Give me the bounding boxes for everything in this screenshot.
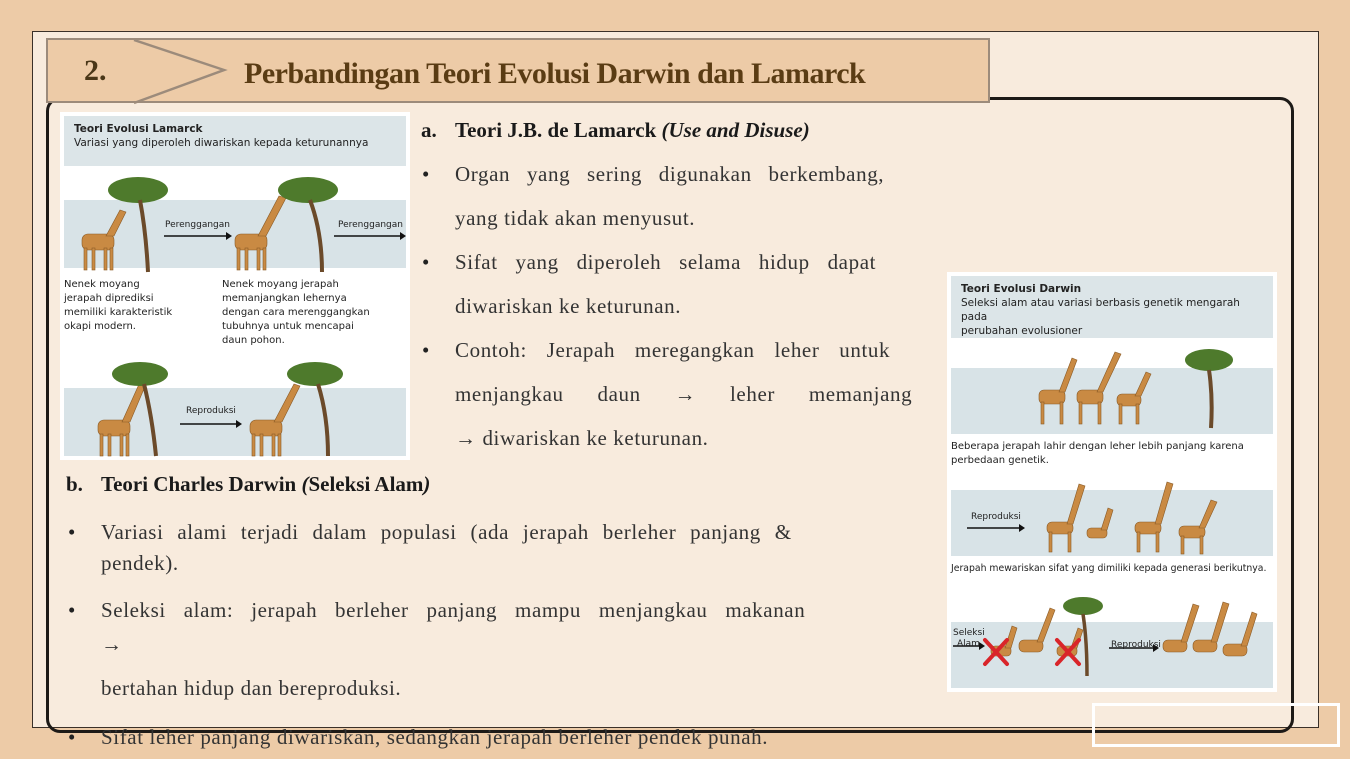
lamarck-bullet-3-line-3: → diwariskan ke keturunan.: [455, 426, 709, 450]
lamarck-bullet-3-line-2: menjangkau daun → leher memanjang: [455, 382, 913, 406]
lamarck-caption-right: Nenek moyang jerapah memanjangkan lehernya dengan cara merenggangkan tubuhnya untuk mencapai daun pohon.: [222, 279, 370, 346]
darwin-heading-letter: b.: [66, 472, 83, 496]
darwin-figure-header: Teori Evolusi Darwin Seleksi alam atau variasi berbasis genetik mengarah pada perubahan evolusioner: [951, 276, 1273, 338]
darwin-heading: Teori Charles Darwin (Seleksi Alam): [101, 472, 431, 496]
slide-title: Perbandingan Teori Evolusi Darwin dan Lamarck: [244, 57, 866, 90]
darwin-caption-1: Beberapa jerapah lahir dengan leher lebih panjang karena perbedaan genetik.: [951, 441, 1244, 466]
bullet-icon: •: [68, 520, 76, 544]
lamarck-bullet-1-line-1: Organ yang sering digunakan berkembang,: [455, 162, 885, 186]
darwin-bullet-2-line-2: →: [101, 632, 123, 656]
title-banner: [46, 38, 990, 103]
darwin-bullet-3-line-1: Sifat leher panjang diwariskan, sedangkan jerapah berleher pendek punah.: [101, 725, 769, 749]
darwin-bullet-1-line-2: pendek).: [101, 551, 179, 575]
lamarck-figure-title: Teori Evolusi Lamarck: [74, 123, 203, 135]
arrow-label-reproduksi: Reproduksi: [186, 406, 236, 416]
darwin-bullet-2-line-3: bertahan hidup dan bereproduksi.: [101, 676, 402, 700]
bullet-icon: •: [68, 725, 76, 749]
bullet-icon: •: [422, 250, 430, 274]
giraffe-variation-illustration: [947, 342, 1277, 434]
lamarck-bullet-2-line-1: Sifat yang diperoleh selama hidup dapat: [455, 250, 877, 274]
arrow-label-perenggangan-2: Perenggangan: [338, 220, 403, 230]
lamarck-figure-subtitle: Variasi yang diperoleh diwariskan kepada keturunannya: [74, 137, 369, 149]
darwin-bullet-2-line-1: Seleksi alam: jerapah berleher panjang mampu menjangkau makanan: [101, 598, 806, 622]
corner-box: [1092, 703, 1340, 747]
slide-number: 2.: [84, 54, 107, 87]
bullet-icon: •: [422, 338, 430, 362]
darwin-caption-2: Jerapah mewariskan sifat yang dimiliki kepada generasi berikutnya.: [951, 563, 1267, 574]
darwin-arrow-label-reproduksi-1: Reproduksi: [971, 512, 1021, 522]
darwin-arrow-label-reproduksi-2: Reproduksi: [1111, 640, 1161, 650]
lamarck-bullet-1-line-2: yang tidak akan menyusut.: [455, 206, 696, 230]
bullet-icon: •: [68, 598, 76, 622]
label-seleksi-alam: Seleksi Alam: [953, 628, 985, 649]
lamarck-bullet-3-line-1: Contoh: Jerapah meregangkan leher untuk: [455, 338, 891, 362]
lamarck-caption-left: Nenek moyang jerapah diprediksi memiliki karakteristik okapi modern.: [64, 279, 173, 332]
lamarck-heading: Teori J.B. de Lamarck (Use and Disuse): [455, 118, 810, 142]
lamarck-bullet-2-line-2: diwariskan ke keturunan.: [455, 294, 682, 318]
darwin-bullet-1-line-1: Variasi alami terjadi dalam populasi (ada jerapah berleher panjang &: [101, 520, 792, 544]
darwin-figure: [947, 272, 1277, 692]
arrow-label-perenggangan-1: Perenggangan: [165, 220, 230, 230]
lamarck-figure: [60, 112, 410, 460]
bullet-icon: •: [422, 162, 430, 186]
lamarck-heading-letter: a.: [421, 118, 437, 142]
darwin-figure-title: Teori Evolusi Darwin: [961, 283, 1082, 295]
lamarck-figure-header: [64, 116, 406, 166]
